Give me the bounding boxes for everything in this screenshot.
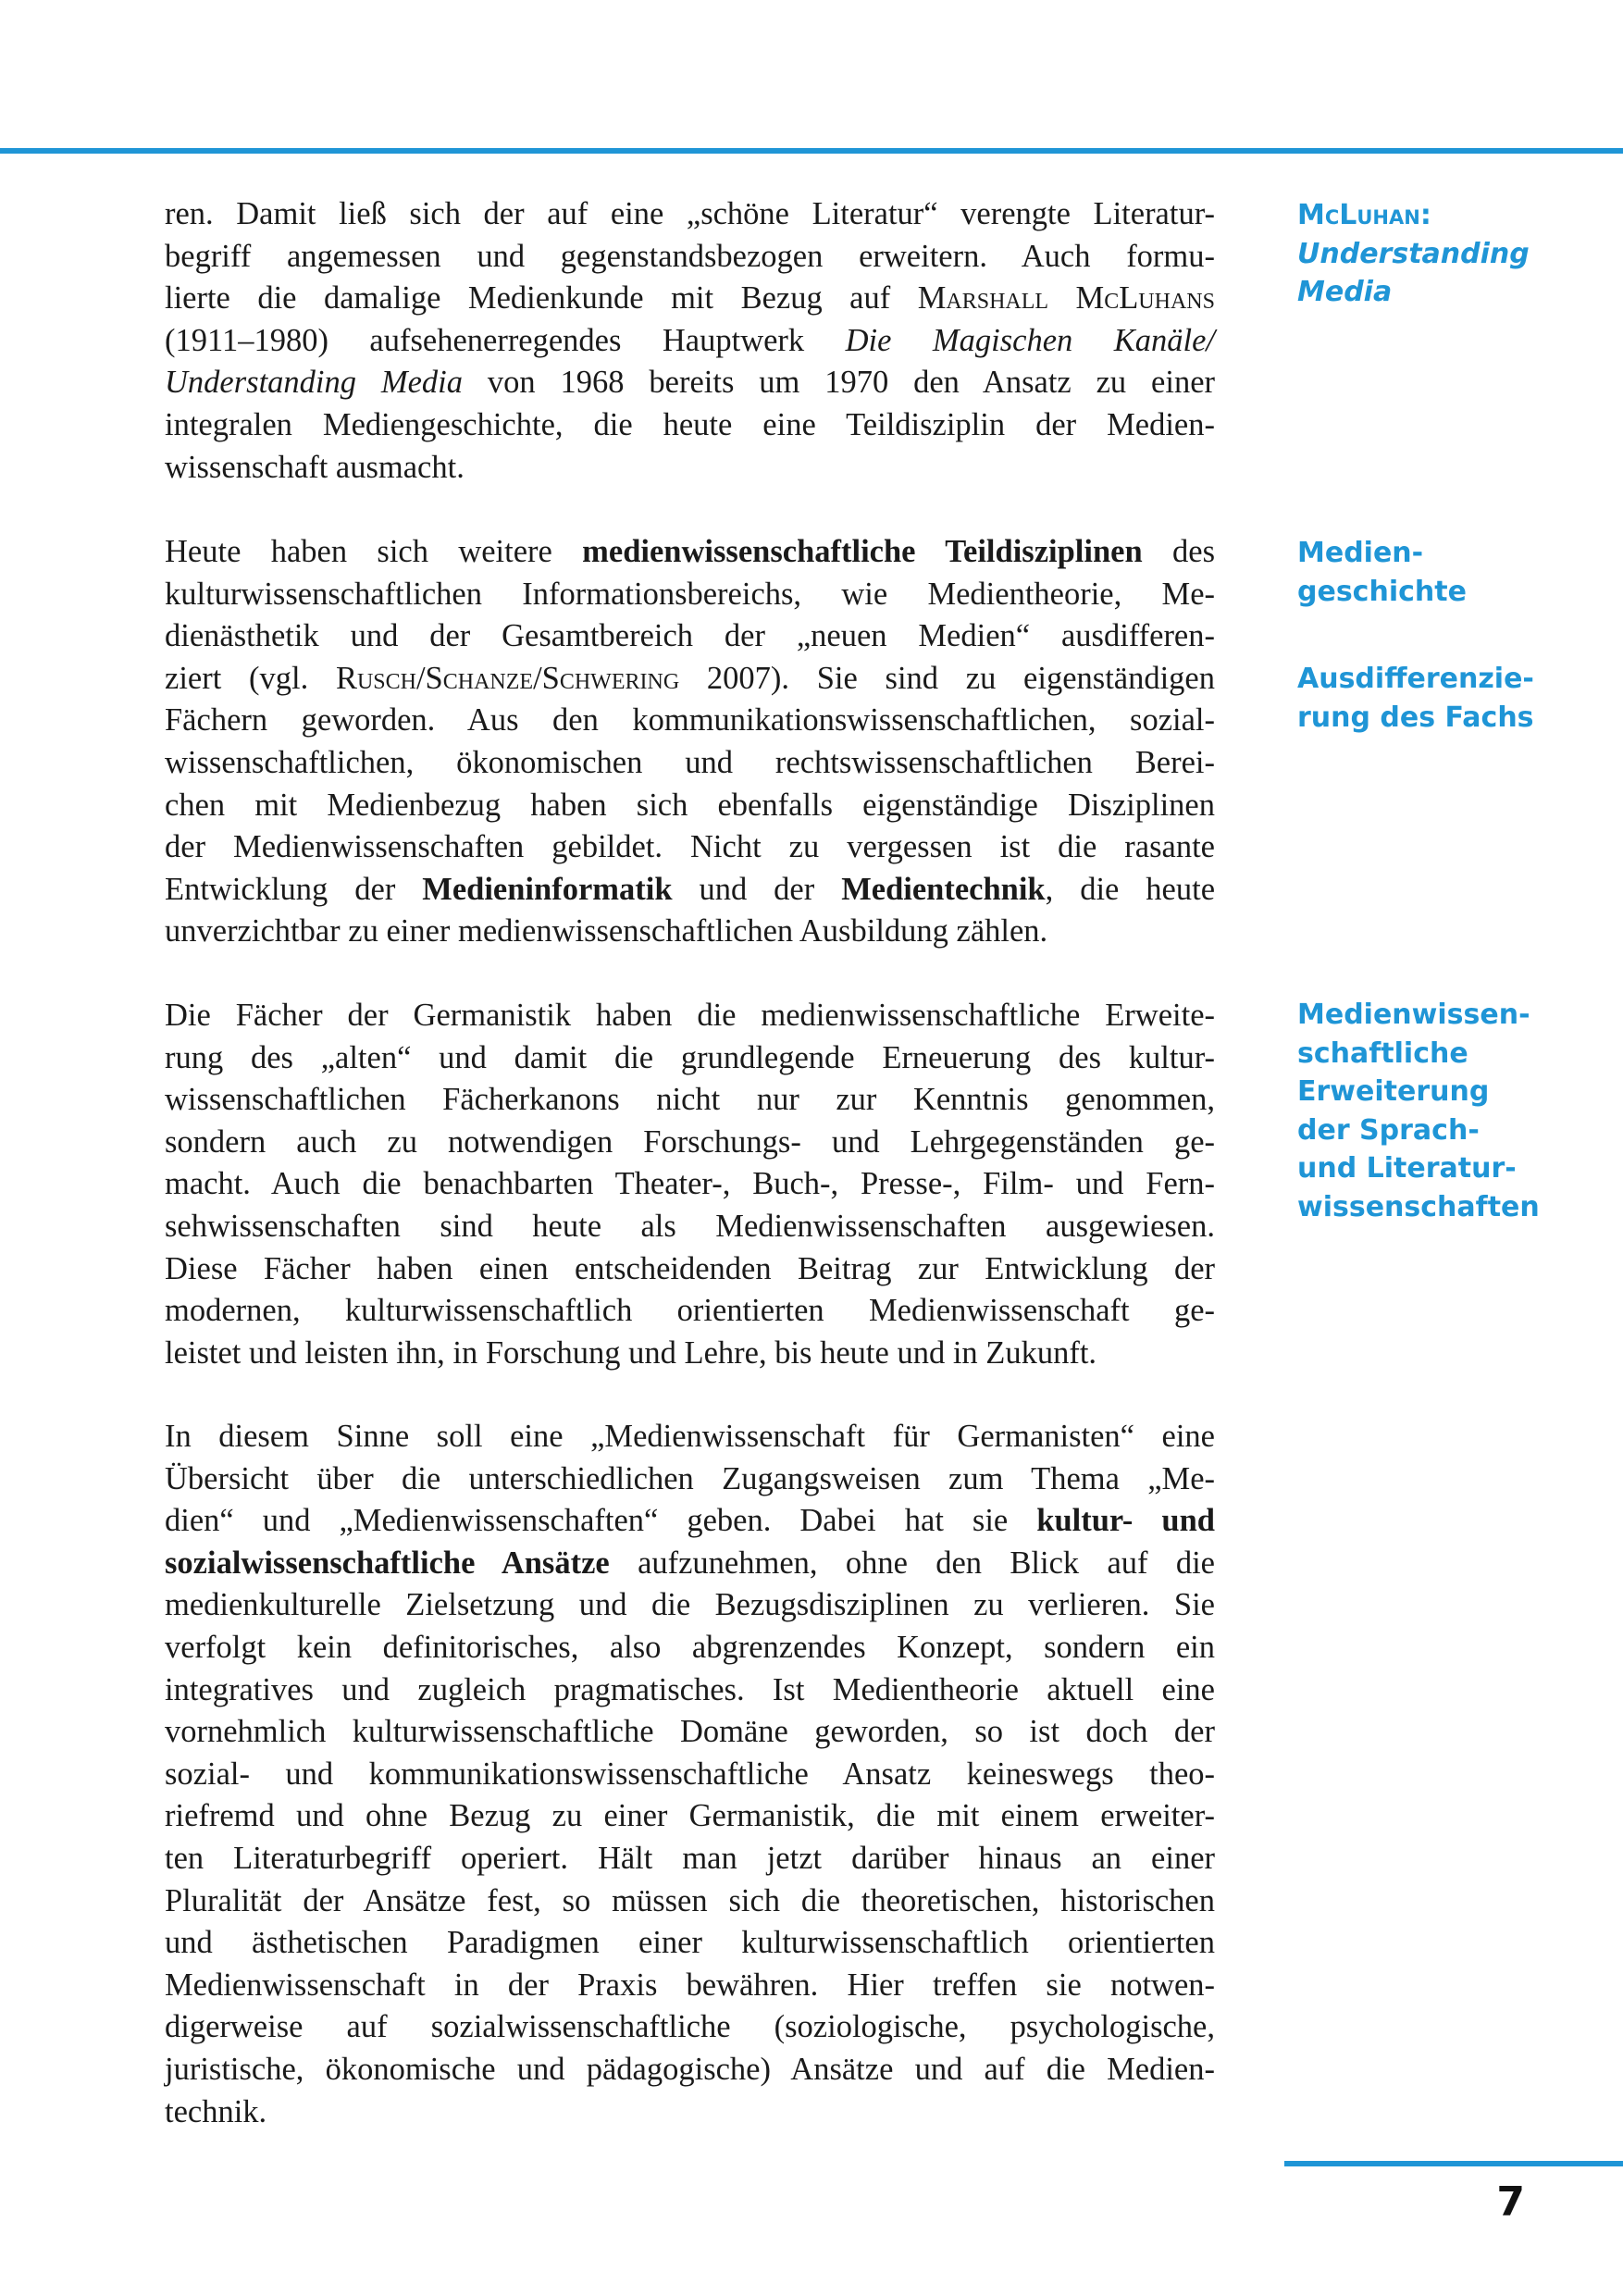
margin-note-line: Medien-: [1297, 537, 1424, 569]
paragraph-2: [165, 531, 1215, 953]
text-line: vornehmlich kulturwissenschaftliche Domäne geworden, so ist doch der: [165, 1714, 1215, 1750]
text-line: Diese Fächer haben einen entscheidenden Beitrag zur Entwicklung der: [165, 1250, 1215, 1286]
margin-note-mediengeschichte: [1297, 534, 1593, 611]
text-line: leistet und leisten ihn, in Forschung und Lehre, bis heute und in Zukunft.: [165, 1334, 1097, 1371]
text-line: ren. Damit ließ sich der auf eine „schöne Literatur“ verengte Literatur-: [165, 196, 1215, 231]
text-line: Fächern geworden. Aus den kommunikationswissenschaftlichen, sozial-: [165, 702, 1215, 738]
text-line: verfolgt kein definitorisches, also abgrenzendes Konzept, sondern ein: [165, 1629, 1215, 1665]
emphasis: sozialwissenschaftliche Ansätze: [165, 1545, 610, 1581]
text-line: ten Literaturbegriff operiert. Hält man jetzt darüber hinaus an einer: [165, 1840, 1215, 1876]
margin-note-line: geschichte: [1297, 575, 1467, 608]
header-rule: [0, 148, 1623, 154]
text-line: kulturwissenschaftlichen Informationsbereichs, wie Medientheorie, Me-: [165, 576, 1215, 612]
book-title: Understanding Media: [165, 365, 464, 401]
text-line: integratives und zugleich pragmatisches. Ist Medientheorie aktuell eine: [165, 1671, 1215, 1707]
text-line: und ästhetischen Paradigmen einer kulturwissenschaftlich orientierten: [165, 1925, 1215, 1961]
text-line: der Medienwissenschaften gebildet. Nicht zu vergessen ist die rasante: [165, 829, 1215, 865]
text-line: rung des „alten“ und damit die grundlegende Erneuerung des kultur-: [165, 1039, 1215, 1075]
text-line: sozialwissenschaftliche Ansätze aufzunehmen, ohne den Blick auf die: [165, 1545, 1215, 1581]
text-line: lierte die damalige Medienkunde mit Bezug auf Marshall McLuhans: [165, 280, 1215, 316]
text-line: Die Fächer der Germanistik haben die medienwissenschaftliche Erweite-: [165, 998, 1215, 1033]
citation: Rusch/Schanze/Schwering: [335, 660, 680, 696]
text-line: dienästhetik und der Gesamtbereich der „neuen Medien“ ausdifferen-: [165, 618, 1215, 654]
text-line: integralen Mediengeschichte, die heute eine Teildisziplin der Medien-: [165, 406, 1215, 442]
margin-note-line: schaftliche: [1297, 1036, 1468, 1070]
text-line: macht. Auch die benachbarten Theater-, Buch-, Presse-, Film- und Fern-: [165, 1166, 1215, 1202]
emphasis: medienwissenschaftliche Teildisziplinen: [582, 534, 1143, 569]
text-line: ziert (vgl. Rusch/Schanze/Schwering 2007). Sie sind zu eigenständigen: [165, 660, 1215, 696]
text-line: technik.: [165, 2093, 267, 2129]
text-line: dien“ und „Medienwissenschaften“ geben. Dabei hat sie kultur- und: [165, 1503, 1215, 1539]
text-line: sehwissenschaften sind heute als Medienwissenschaften ausgewiesen.: [165, 1208, 1215, 1244]
margin-note-line: wissenschaften: [1297, 1190, 1540, 1223]
text-line: unverzichtbar zu einer medienwissenschaftlichen Ausbildung zählen.: [165, 913, 1048, 949]
text-line: wissenschaftlichen Fächerkanons nicht nur zur Kenntnis genommen,: [165, 1082, 1215, 1118]
text-line: begriff angemessen und gegenstandsbezogen erweitern. Auch formu-: [165, 238, 1215, 274]
margin-note-ausdifferenzierung: [1297, 660, 1593, 737]
text-line: sondern auch zu notwendigen Forschungs- und Lehrgegenständen ge-: [165, 1123, 1215, 1160]
emphasis: Medieninformatik: [422, 871, 673, 907]
margin-note-line: McLuhan: [1297, 199, 1420, 231]
margin-note-line: Understanding: [1297, 237, 1530, 270]
text-line: medienkulturelle Zielsetzung und die Bezugsdisziplinen zu verlieren. Sie: [165, 1587, 1215, 1623]
emphasis: kultur- und: [1036, 1503, 1215, 1539]
margin-note-line: Ausdifferenzie-: [1297, 663, 1534, 695]
text-line: chen mit Medienbezug haben sich ebenfalls eigenständige Disziplinen: [165, 787, 1215, 823]
text-line: In diesem Sinne soll eine „Medienwissenschaft für Germanisten“ eine: [165, 1419, 1215, 1454]
text-line: wissenschaft ausmacht.: [165, 449, 465, 485]
paragraph-3: [165, 995, 1215, 1374]
paragraph-4: [165, 1416, 1215, 2133]
margin-note-line: rung des Fachs: [1297, 701, 1534, 734]
margin-note-line: Erweiterung: [1297, 1075, 1490, 1108]
emphasis: Medientechnik: [841, 871, 1046, 907]
author-name: Marshall McLuhans: [917, 280, 1215, 316]
margin-note-mcluhan: [1297, 196, 1593, 312]
text-line: (1911–1980) aufsehenerregendes Hauptwerk Die Magischen Kanäle/: [165, 322, 1216, 358]
text-line: sozial- und kommunikationswissenschaftliche Ansatz keineswegs theo-: [165, 1756, 1215, 1792]
book-title: Die Magischen Kanäle/: [845, 322, 1216, 358]
margin-note-erweiterung: [1297, 996, 1593, 1226]
text-line: Medienwissenschaft in der Praxis bewähren. Hier treffen sie notwen-: [165, 1967, 1215, 2003]
text-line: wissenschaftlichen, ökonomischen und rechtswissenschaftlichen Berei-: [165, 744, 1215, 780]
text-line: Übersicht über die unterschiedlichen Zugangsweisen zum Thema „Me-: [165, 1460, 1215, 1496]
text-line: modernen, kulturwissenschaftlich orientierten Medienwissenschaft ge-: [165, 1293, 1215, 1329]
text-line: riefremd und ohne Bezug zu einer Germanistik, die mit einem erweiter-: [165, 1798, 1215, 1834]
margin-note-line: der Sprach-: [1297, 1113, 1480, 1147]
text-line: Understanding Media von 1968 bereits um 1970 den Ansatz zu einer: [165, 365, 1215, 401]
paragraph-1: [165, 193, 1215, 489]
margin-note-line: Media: [1297, 276, 1393, 308]
text-line: Entwicklung der Medieninformatik und der Medientechnik, die heute: [165, 871, 1216, 907]
margin-note-line: :: [1419, 199, 1431, 231]
footer-rule: [1284, 2161, 1623, 2166]
text-line: digerweise auf sozialwissenschaftliche (soziologische, psychologische,: [165, 2009, 1215, 2045]
margin-note-line: Medienwissen-: [1297, 999, 1530, 1031]
page-number: 7: [1496, 2178, 1525, 2226]
text-line: Pluralität der Ansätze fest, so müssen sich die theoretischen, historischen: [165, 1882, 1215, 1918]
text-line: Heute haben sich weitere medienwissenschaftliche Teildisziplinen des: [165, 534, 1215, 569]
text-line: juristische, ökonomische und pädagogische) Ansätze und auf die Medien-: [165, 2051, 1215, 2087]
margin-note-line: und Literatur-: [1297, 1152, 1517, 1185]
